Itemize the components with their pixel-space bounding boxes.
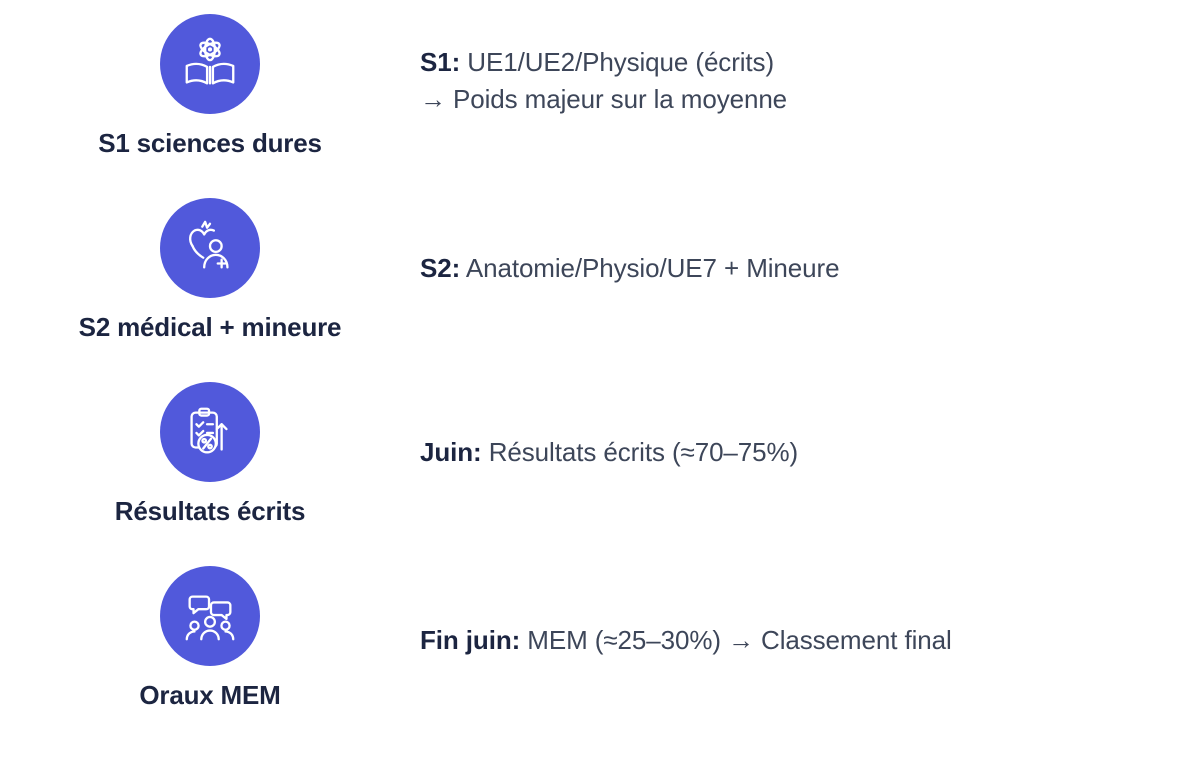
stage-row — [0, 198, 1180, 373]
detail-text: Résultats écrits (≈70–75%) — [481, 437, 799, 467]
stage-label: S2 médical + mineure — [78, 312, 342, 342]
stage-row — [0, 14, 1180, 189]
stage-s1-sciences-dures — [0, 14, 420, 159]
stage-detail — [420, 382, 1180, 584]
detail-text: UE1/UE2/Physique (écrits) — [460, 47, 775, 77]
group-speech-bubbles-icon — [160, 566, 260, 666]
detail-lead: S2: — [420, 253, 461, 283]
detail-lead: Fin juin: — [420, 625, 521, 655]
stage-label: Résultats écrits — [114, 496, 306, 526]
stage-row — [0, 566, 1180, 741]
book-atom-icon — [160, 14, 260, 114]
detail-line — [420, 81, 1162, 118]
heart-doctor-icon — [160, 198, 260, 298]
stage-s2-medical-mineure — [0, 198, 420, 343]
detail-line — [420, 44, 1162, 81]
stage-detail — [420, 14, 1180, 194]
detail-text: MEM (≈25–30%) → Classement final — [520, 625, 952, 655]
detail-text: Anatomie/Physio/UE7 + Mineure — [460, 253, 840, 283]
detail-line — [420, 434, 1162, 471]
stage-row — [0, 382, 1180, 557]
stage-detail — [420, 566, 1180, 772]
stage-resultats-ecrits — [0, 382, 420, 527]
detail-line — [420, 622, 1162, 659]
detail-text: → Poids majeur sur la moyenne — [420, 83, 788, 114]
stage-detail — [420, 198, 1180, 400]
detail-lead: Juin: — [420, 437, 482, 467]
detail-line — [420, 250, 1162, 287]
stage-label: S1 sciences dures — [98, 128, 322, 158]
stage-label: Oraux MEM — [139, 680, 281, 710]
stage-oraux-mem — [0, 566, 420, 711]
detail-lead: S1: — [420, 47, 461, 77]
clipboard-chart-percent-icon — [160, 382, 260, 482]
